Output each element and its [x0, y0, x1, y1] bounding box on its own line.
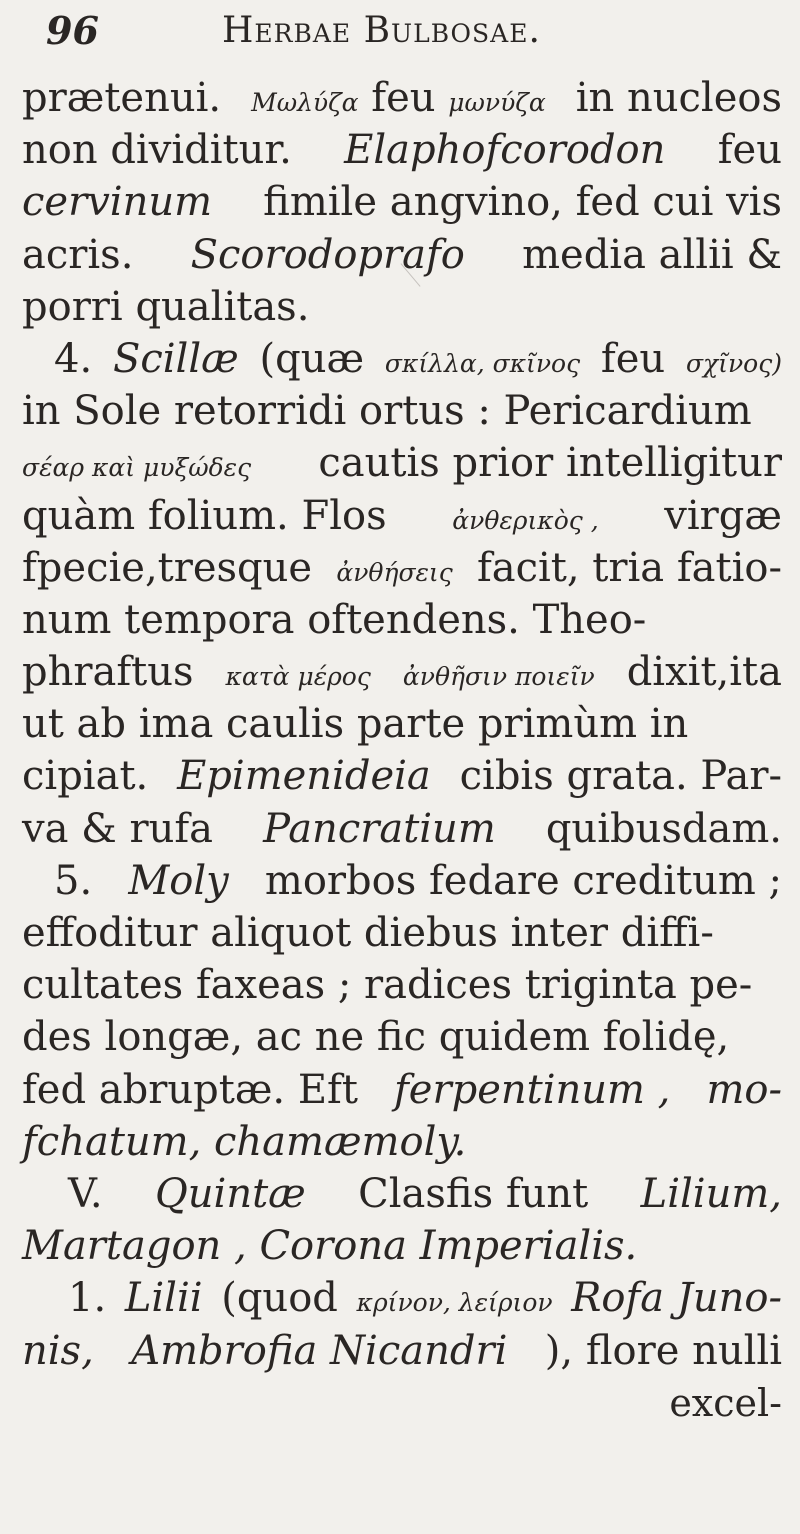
text-line: in Sole retorridi ortus : Pericardium: [22, 388, 752, 435]
text-line: 4. Scillæ (quæ σκίλλα, σκῖνος feu σχῖνος): [54, 335, 782, 382]
text-line: effoditur aliquot diebus inter diffi-: [22, 910, 714, 956]
text-line: va & rufa Pancratium quibusdam.: [22, 805, 782, 852]
text-line: quàm folium. Flos ἀνθερικὸς , virgæ: [22, 492, 782, 539]
text-line: 1. Lilii (quod κρίνον, λείριον Rofa Juno-: [68, 1275, 782, 1322]
text-line: prætenui. Μωλύζα feu μωνύζα in nucleos: [22, 75, 782, 121]
page-number: 96: [46, 8, 99, 53]
text-line: porri qualitas.: [22, 283, 310, 330]
text-line: phraftus κατὰ μέρος ἀνθῆσιν ποιεῖν dixit,ita: [22, 649, 782, 696]
text-line: acris. Scorodoprafo media allii &: [22, 231, 782, 278]
running-head: [22, 0, 782, 58]
body-text: [22, 72, 782, 1429]
text-line: Martagon , Corona Imperialis.: [22, 1223, 638, 1270]
running-title: Herbae Bulbosae.: [222, 10, 541, 51]
catchword: excel-: [669, 1380, 782, 1425]
text-line: fchatum, chamæmoly.: [22, 1118, 467, 1165]
text-line: V. Quintæ Clasfis funt Lilium,: [68, 1170, 782, 1217]
text-line: σέαρ καὶ μυξώδες cautis prior intelligitur: [22, 440, 782, 487]
text-line: num tempora oftendens. Theo-: [22, 596, 647, 643]
text-line: cervinum fimile angvino, fed cui vis: [22, 179, 782, 226]
text-line: 5. Moly morbos fedare creditum ;: [54, 857, 782, 904]
text-line: fed abruptæ. Eft ferpentinum , mo-: [22, 1066, 782, 1113]
text-line: non dividitur. Elaphofcorodon feu: [22, 127, 782, 174]
text-line: ut ab ima caulis parte primùm in: [22, 701, 689, 748]
text-line: nis, Ambrofia Nicandri ), flore nulli: [22, 1327, 782, 1374]
catchword-line: [22, 1377, 782, 1429]
text-line: cultates faxeas ; radices triginta pe-: [22, 962, 753, 1009]
text-line: cipiat. Epimenideia cibis grata. Par-: [22, 753, 782, 800]
text-line: fpecie,tresque ἀνθήσεις facit, tria fatio-: [22, 544, 782, 591]
text-line: des longæ, ac ne fic quidem folidę,: [22, 1014, 730, 1061]
